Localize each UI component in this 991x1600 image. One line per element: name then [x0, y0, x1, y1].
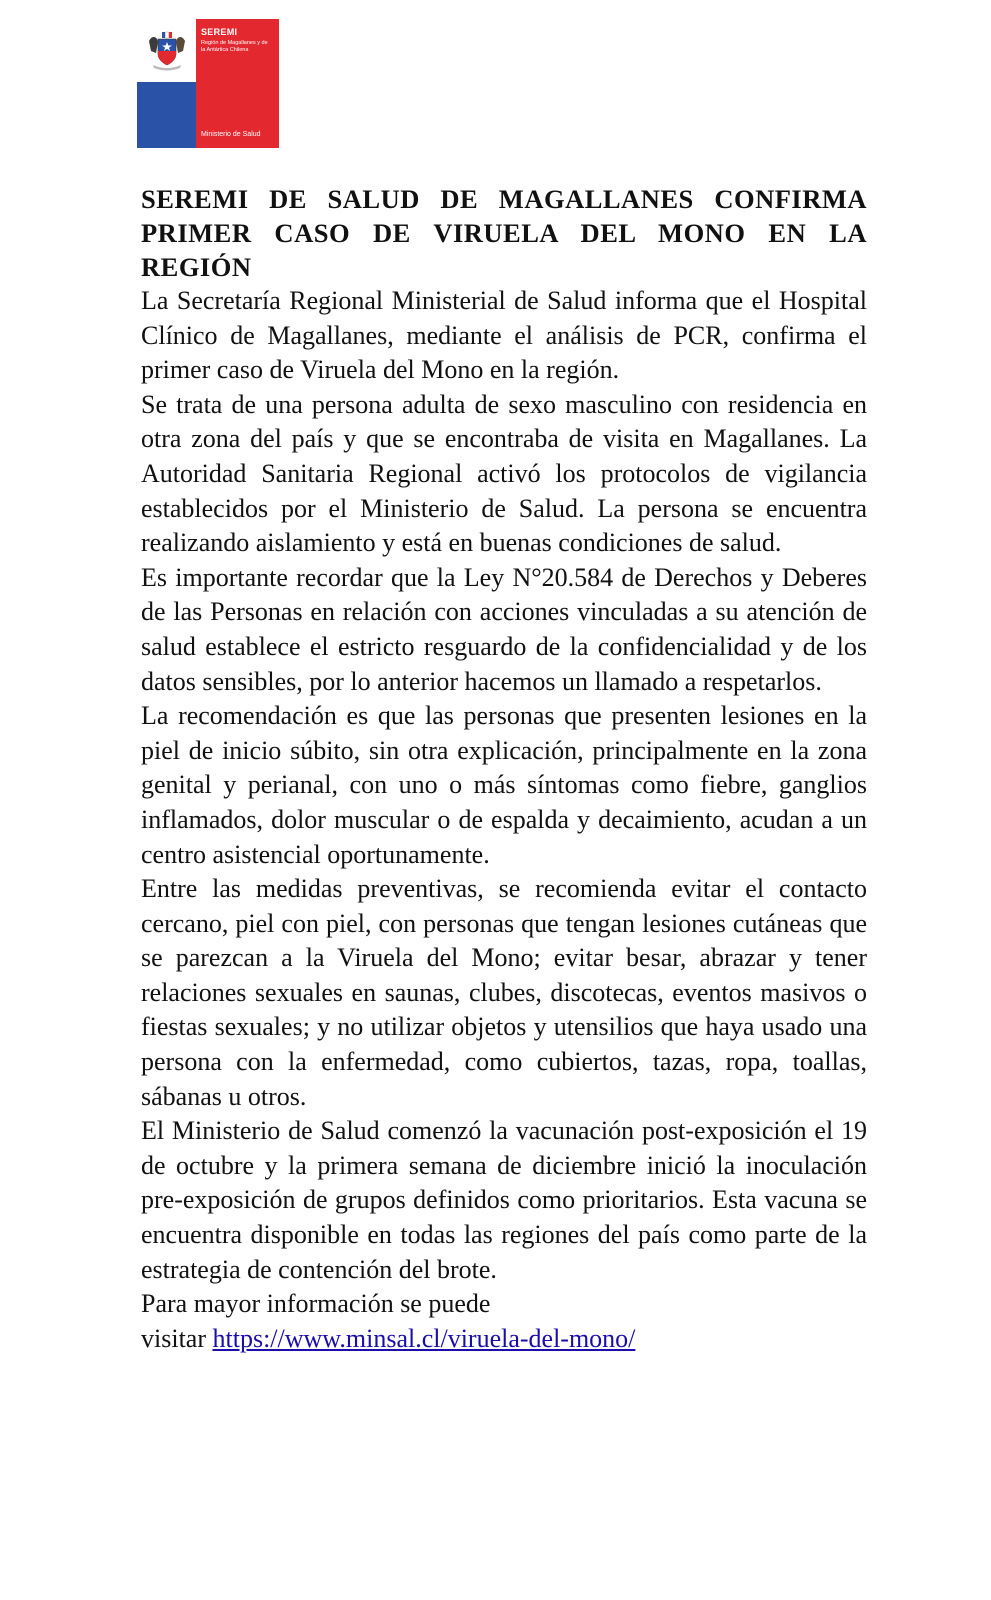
paragraph-5: Entre las medidas preventivas, se recomienda evitar el contacto cercano, piel con piel, con personas que tengan lesiones cutáneas que se parezcan a la Viruela del Mono; evitar besar, abrazar y tener relaciones sexuales en saunas, clubes, discotecas, eventos masivos o fiestas sexuales; y no utilizar objetos y utensilios que haya usado una persona con la enfermedad, como cubiertos, tazas, ropa, toallas, sábanas u otros. [141, 874, 867, 1111]
paragraph-4: La recomendación es que las personas que presenten lesiones en la piel de inicio súbito, sin otra explicación, principalmente en la zona genital y perianal, con uno o más síntomas como fiebre, ganglios inflamados, dolor muscular o de espalda y decaimiento, acudan a un centro asistencial oportunamente. [141, 701, 867, 869]
logo-red-block [196, 19, 279, 148]
seremi-logo [137, 19, 279, 148]
paragraph-6: El Ministerio de Salud comenzó la vacunación post-exposición el 19 de octubre y la primera semana de diciembre inició la inoculación pre-exposición de grupos definidos como prioritarios. Esta vacuna se encuentra disponible en todas las regiones del país como parte de la estrategia de contención del brote. [141, 1116, 867, 1284]
logo-ministry: Ministerio de Salud [201, 131, 261, 138]
paragraph-3: Es importante recordar que la Ley N°20.584 de Derechos y Deberes de las Personas en relación con acciones vinculadas a su atención de salud establece el estricto resguardo de la confidencialidad y de los datos sensibles, por lo anterior hacemos un llamado a respetarlos. [141, 562, 867, 696]
logo-crest-area [137, 19, 196, 82]
logo-title: SEREMI [201, 27, 238, 37]
closing-prefix: visitar [141, 1323, 213, 1353]
minsal-link[interactable]: https://www.minsal.cl/viruela-del-mono/ [212, 1323, 636, 1353]
coat-of-arms-icon [145, 31, 189, 71]
paragraph-1: La Secretaría Regional Ministerial de Salud informa que el Hospital Clínico de Magallanes, mediante el análisis de PCR, confirma el primer caso de Viruela del Mono en la región. [141, 286, 867, 385]
closing-line-1: Para mayor información se puede [141, 1289, 491, 1319]
logo-blue-block [137, 82, 196, 148]
logo-region: Región de Magallanes y de la Antártica Chilena [201, 40, 268, 53]
logo-left-panel [137, 19, 196, 148]
closing-line-2 [141, 1322, 867, 1357]
press-release [141, 182, 867, 1356]
document-title: SEREMI DE SALUD DE MAGALLANES CONFIRMA PRIMER CASO DE VIRUELA DEL MONO EN LA REGIÓN [141, 184, 867, 282]
paragraph-2: Se trata de una persona adulta de sexo masculino con residencia en otra zona del país y que se encontraba de visita en Magallanes. La Autoridad Sanitaria Regional activó los protocolos de vigilancia establecidos por el Ministerio de Salud. La persona se encuentra realizando aislamiento y está en buenas condiciones de salud. [141, 389, 867, 558]
